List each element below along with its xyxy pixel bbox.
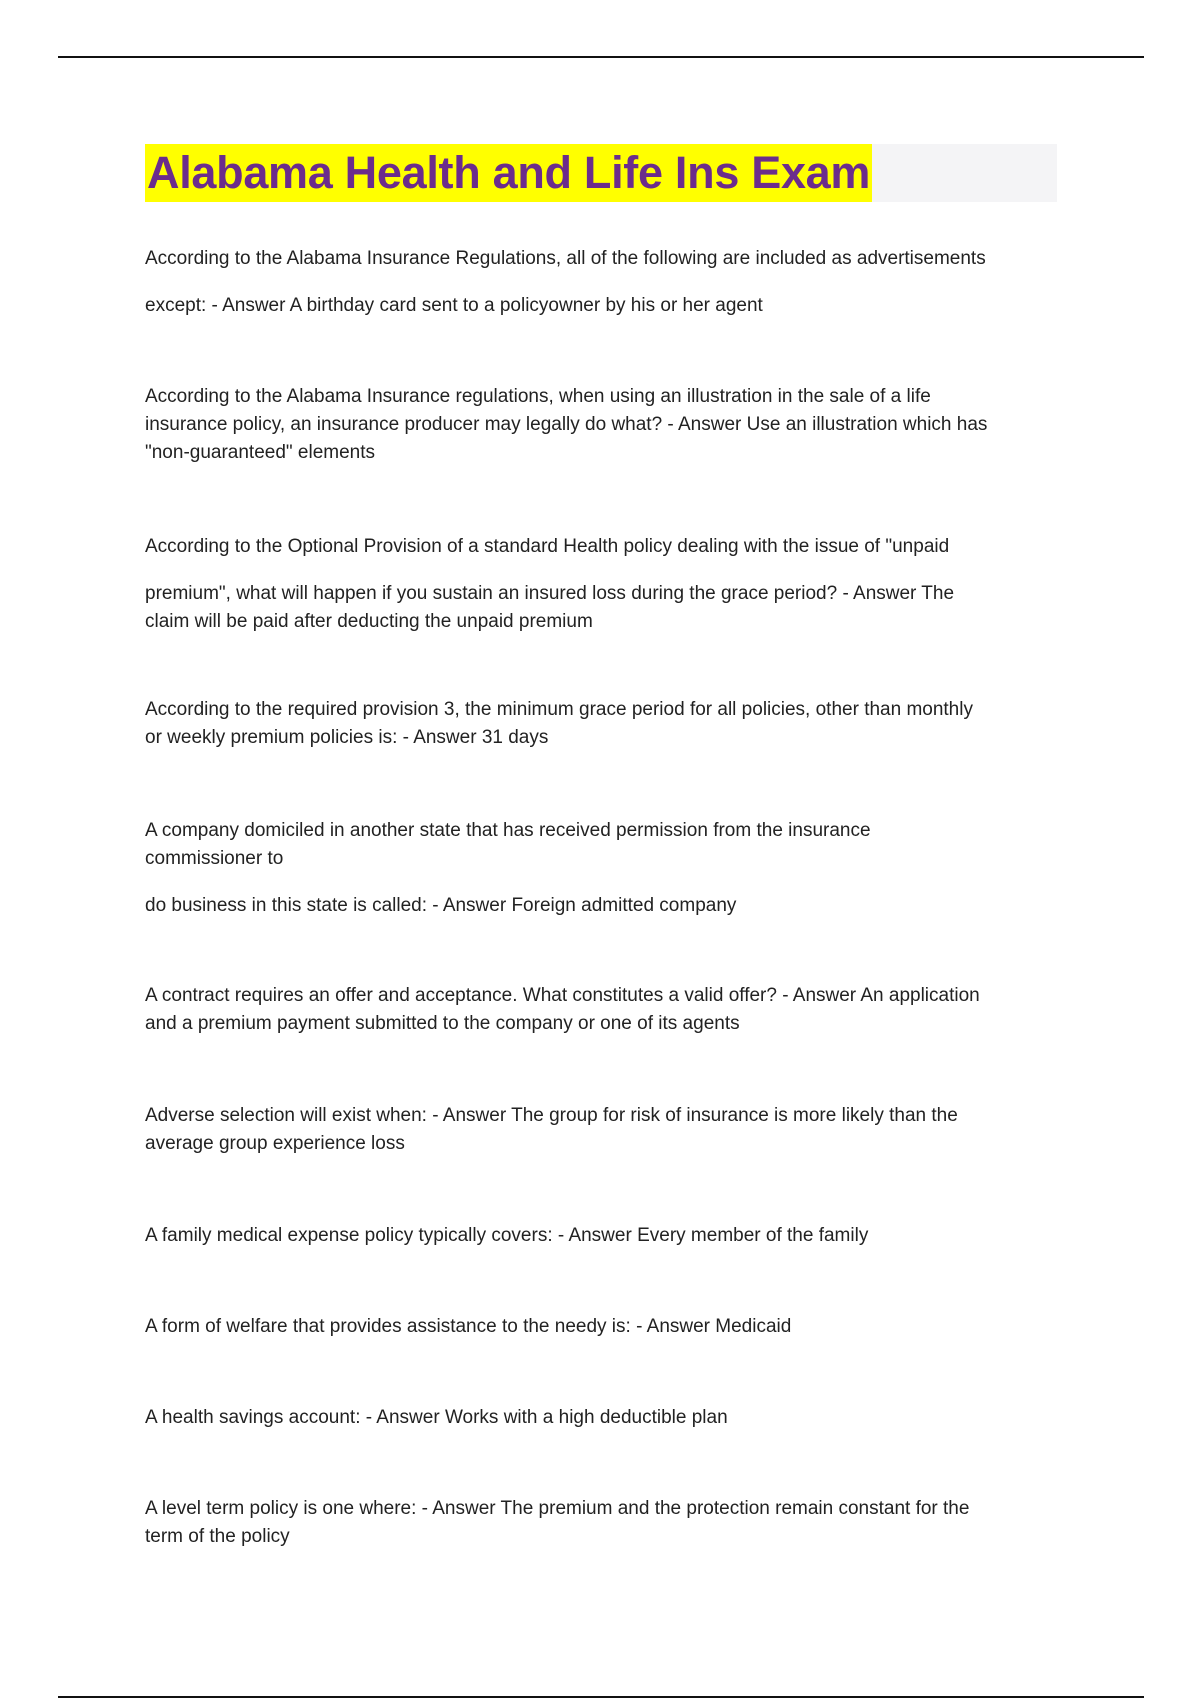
bottom-rule	[58, 1696, 1144, 1698]
qa-item	[145, 533, 1065, 636]
qa-line: do business in this state is called: - Answer Foreign admitted company	[145, 895, 737, 916]
qa-item	[145, 245, 1065, 320]
qa-line: insurance policy, an insurance producer may legally do what? - Answer Use an illustration which has	[145, 414, 988, 435]
qa-line: and a premium payment submitted to the company or one of its agents	[145, 1013, 740, 1034]
document-title: Alabama Health and Life Ins Exam	[145, 144, 872, 202]
qa-line: Adverse selection will exist when: - Answer The group for risk of insurance is more likely than the	[145, 1105, 958, 1126]
qa-item	[145, 696, 1065, 752]
qa-line: average group experience loss	[145, 1133, 405, 1154]
top-rule	[58, 56, 1144, 58]
qa-item	[145, 1222, 1065, 1250]
qa-item	[145, 1495, 1065, 1551]
qa-line: or weekly premium policies is: - Answer 31 days	[145, 727, 549, 748]
qa-line: A health savings account: - Answer Works with a high deductible plan	[145, 1407, 728, 1428]
qa-line: A family medical expense policy typically covers: - Answer Every member of the family	[145, 1225, 869, 1246]
qa-line: "non-guaranteed" elements	[145, 442, 376, 463]
qa-item	[145, 817, 1065, 920]
qa-line: According to the Optional Provision of a standard Health policy dealing with the issue of "unpaid	[145, 536, 950, 557]
qa-item	[145, 383, 1065, 467]
qa-line: A contract requires an offer and acceptance. What constitutes a valid offer? - Answer An application	[145, 985, 980, 1006]
qa-item	[145, 1404, 1065, 1432]
qa-line: A form of welfare that provides assistance to the needy is: - Answer Medicaid	[145, 1316, 792, 1337]
qa-line: claim will be paid after deducting the unpaid premium	[145, 611, 593, 632]
qa-line: According to the required provision 3, the minimum grace period for all policies, other than monthly	[145, 699, 973, 720]
qa-line: According to the Alabama Insurance regulations, when using an illustration in the sale of a life	[145, 386, 931, 407]
qa-line: commissioner to	[145, 848, 284, 869]
qa-line: term of the policy	[145, 1526, 290, 1547]
qa-line: A company domiciled in another state that has received permission from the insurance	[145, 820, 871, 841]
qa-item	[145, 982, 1065, 1038]
qa-line: A level term policy is one where: - Answer The premium and the protection remain constant for the	[145, 1498, 970, 1519]
qa-line: premium", what will happen if you sustain an insured loss during the grace period? - Answer The	[145, 583, 955, 604]
qa-item	[145, 1102, 1065, 1158]
qa-line: According to the Alabama Insurance Regulations, all of the following are included as advertisements	[145, 248, 986, 269]
qa-line: except: - Answer A birthday card sent to a policyowner by his or her agent	[145, 295, 763, 316]
qa-item	[145, 1313, 1065, 1341]
